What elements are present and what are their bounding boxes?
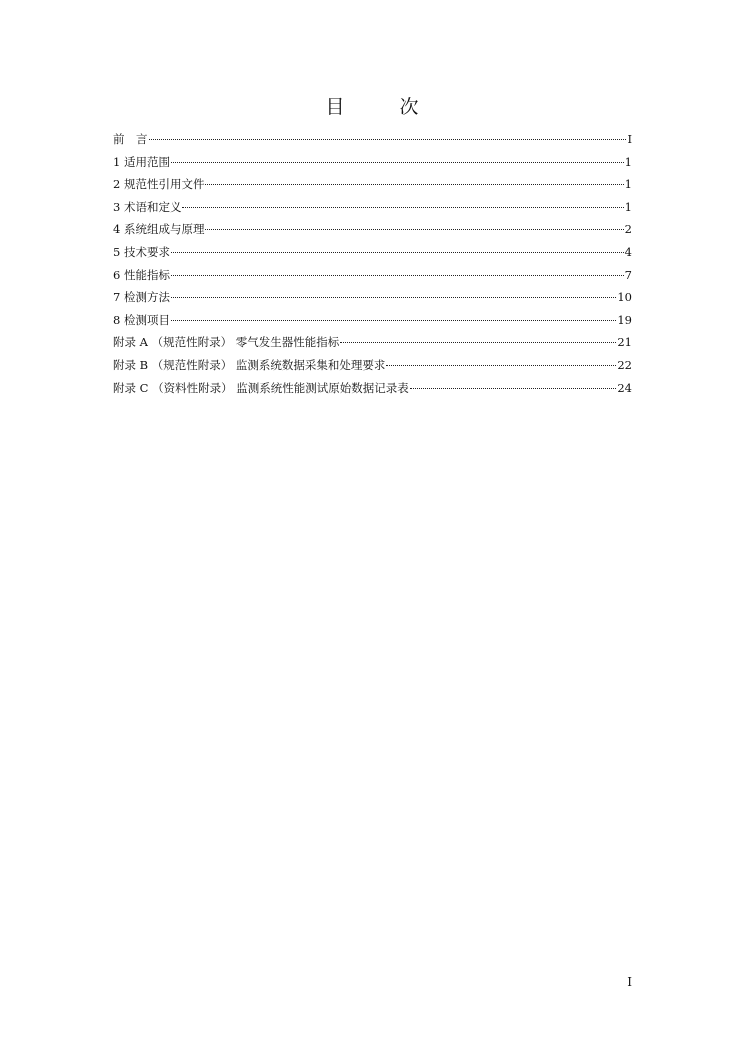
- toc-entry-label: 前 言: [113, 132, 148, 146]
- toc-entry-label: 1 适用范围: [113, 154, 170, 169]
- toc-entry-label: 8 检测项目: [113, 312, 170, 327]
- toc-leader-dots: [205, 229, 623, 230]
- toc-entry-page: 24: [617, 380, 632, 395]
- toc-entry-test-methods[interactable]: [113, 286, 632, 309]
- toc-entry-scope[interactable]: [113, 151, 632, 174]
- toc-entry-test-items[interactable]: [113, 309, 632, 332]
- toc-entry-appendix-c[interactable]: [113, 377, 632, 400]
- toc-entry-performance-indicators[interactable]: [113, 264, 632, 287]
- toc-entry-page: 19: [617, 312, 632, 327]
- toc-leader-dots: [171, 162, 624, 163]
- toc-leader-dots: [171, 297, 616, 298]
- toc-entry-foreword[interactable]: [113, 128, 632, 151]
- toc-leader-dots: [171, 252, 624, 253]
- toc-entry-appendix-a[interactable]: [113, 331, 632, 354]
- toc-entry-label: 7 检测方法: [113, 290, 170, 305]
- toc-entry-page: 1: [624, 154, 632, 169]
- toc-leader-dots: [386, 365, 616, 366]
- toc-entry-terms-definitions[interactable]: [113, 196, 632, 219]
- toc-leader-dots: [182, 207, 623, 208]
- table-of-contents: [113, 128, 632, 399]
- toc-entry-label: 附录 C （资料性附录） 监测系统性能测试原始数据记录表: [113, 380, 409, 395]
- toc-entry-page: 1: [624, 177, 632, 192]
- toc-entry-label: 3 术语和定义: [113, 199, 182, 214]
- toc-entry-label: 6 性能指标: [113, 267, 170, 282]
- toc-entry-page: 1: [624, 199, 632, 214]
- toc-entry-appendix-b[interactable]: [113, 354, 632, 377]
- toc-entry-page: 4: [624, 244, 632, 259]
- toc-entry-label: 附录 B （规范性附录） 监测系统数据采集和处理要求: [113, 357, 386, 372]
- toc-entry-page: 22: [617, 357, 632, 372]
- toc-entry-page: I: [627, 132, 632, 146]
- page-number: I: [627, 975, 632, 989]
- toc-entry-page: 10: [617, 290, 632, 305]
- toc-entry-label: 附录 A （规范性附录） 零气发生器性能指标: [113, 335, 340, 350]
- page-title: 目 次: [325, 96, 437, 118]
- toc-leader-dots: [410, 388, 617, 389]
- toc-entry-label: 4 系统组成与原理: [113, 222, 205, 237]
- toc-entry-normative-references[interactable]: [113, 173, 632, 196]
- toc-entry-technical-requirements[interactable]: [113, 241, 632, 264]
- toc-entry-page: 2: [624, 222, 632, 237]
- toc-entry-label: 5 技术要求: [113, 244, 170, 259]
- toc-leader-dots: [149, 139, 627, 140]
- toc-entry-page: 7: [624, 267, 632, 282]
- toc-entry-page: 21: [617, 335, 632, 350]
- toc-leader-dots: [205, 184, 623, 185]
- toc-leader-dots: [171, 275, 624, 276]
- toc-leader-dots: [171, 320, 616, 321]
- toc-entry-system-composition[interactable]: [113, 218, 632, 241]
- toc-entry-label: 2 规范性引用文件: [113, 177, 205, 192]
- toc-leader-dots: [340, 342, 616, 343]
